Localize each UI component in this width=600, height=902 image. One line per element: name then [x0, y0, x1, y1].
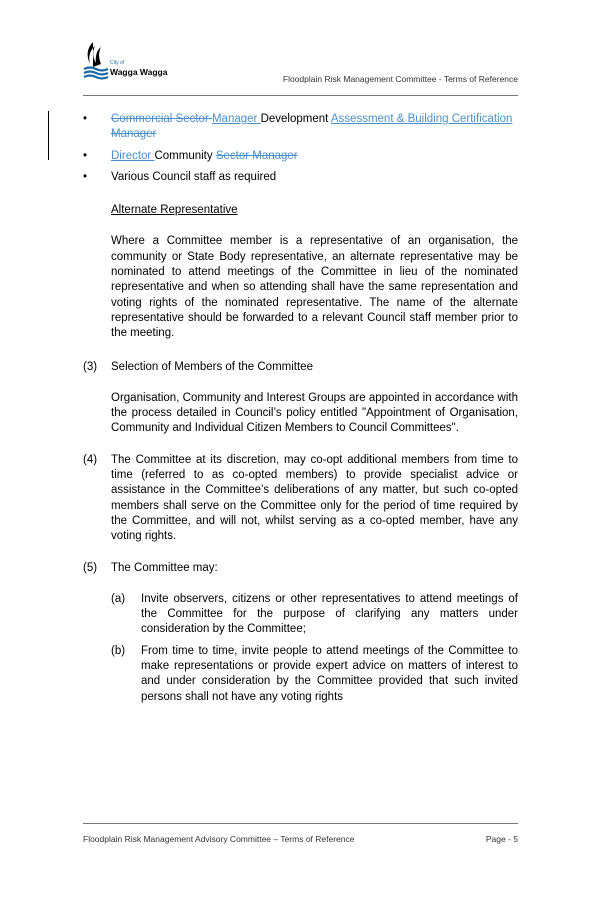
- logo-city-name: Wagga Wagga: [110, 67, 168, 77]
- inserted-text: Director: [111, 149, 155, 162]
- item-number: (5): [83, 561, 98, 574]
- page-number: Page - 5: [485, 834, 518, 844]
- bullet-icon: •: [83, 149, 88, 162]
- inserted-text: Manager: [211, 113, 261, 125]
- sub-item-label: (b): [111, 644, 126, 657]
- item-text: Selection of Members of the Committee: [111, 360, 313, 373]
- numbered-item: [83, 561, 518, 576]
- item-number: (4): [83, 453, 98, 466]
- bullet-icon: •: [83, 113, 88, 125]
- list-item: [83, 112, 518, 143]
- sub-item-text: From time to time, invite people to attend meetings of the Committee to make representations or provide expert advice on matters of interest to and under consideration by the Committee provided that such invited persons shall not have any voting rights: [141, 644, 518, 703]
- document-body: [83, 112, 518, 705]
- list-item-text: Development: [260, 113, 331, 125]
- selection-paragraph: Organisation, Community and Interest Groups are appointed in accordance with the process detailed in Council’s policy entitled "Appointment of Organisation, Community and Individual Citizen Members to Council Committees".: [111, 391, 518, 435]
- list-item: [83, 149, 518, 164]
- item-number: (3): [83, 360, 98, 373]
- item-text: The Committee may:: [111, 561, 218, 574]
- deleted-text: Commercial Sector: [111, 113, 212, 125]
- header-divider: [83, 95, 518, 96]
- city-logo: [83, 40, 183, 86]
- sub-item: [83, 644, 518, 705]
- numbered-item: [83, 360, 518, 375]
- logo-city-of: City of: [110, 60, 125, 66]
- sub-item-label: (a): [111, 592, 126, 605]
- sub-item-text: Invite observers, citizens or other representatives to attend meetings of the Committee for the purpose of clarifying any matters under consideration by the Committee;: [141, 592, 518, 636]
- deleted-text: Sector Manager: [215, 149, 298, 162]
- list-item: [83, 170, 518, 185]
- wagga-wagga-logo-icon: [83, 40, 109, 80]
- footer-divider: [83, 823, 518, 824]
- inserted-text: Assessment & Building Certification: [330, 113, 513, 125]
- sub-item: [83, 592, 518, 638]
- alternate-representative-paragraph: Where a Committee member is a representative of an organisation, the community or State Body representative, an alternate representative may be nominated to attend meetings of the Committee in lieu of the nominated representative and when so attending shall have the same representation and voting rights of the nominated representative. The name of the alternate representative should be forwarded to a relevant Council staff member prior to the meeting.: [111, 235, 518, 340]
- page-header: [83, 40, 518, 96]
- alternate-representative-heading: Alternate Representative: [111, 204, 238, 217]
- revision-change-bar: [48, 111, 49, 160]
- numbered-item: [83, 453, 518, 545]
- bullet-icon: •: [83, 170, 88, 183]
- list-item-text: Community: [154, 149, 216, 162]
- item-text: The Committee at its discretion, may co-opt additional members from time to time (referred to as co-opted members) to provide specialist advice or assistance in the Committee’s deliberations of any matter, but such co-opted members shall serve on the Committee only for the period of time required by the Committee, and will not, whilst serving as a co-opted member, have any voting rights.: [111, 453, 518, 543]
- header-title: Floodplain Risk Management Committee - Terms of Reference: [282, 74, 518, 84]
- list-item-text: Various Council staff as required: [111, 170, 277, 183]
- deleted-text: Manager: [111, 128, 157, 141]
- footer-document-title: Floodplain Risk Management Advisory Committee – Terms of Reference: [83, 834, 355, 844]
